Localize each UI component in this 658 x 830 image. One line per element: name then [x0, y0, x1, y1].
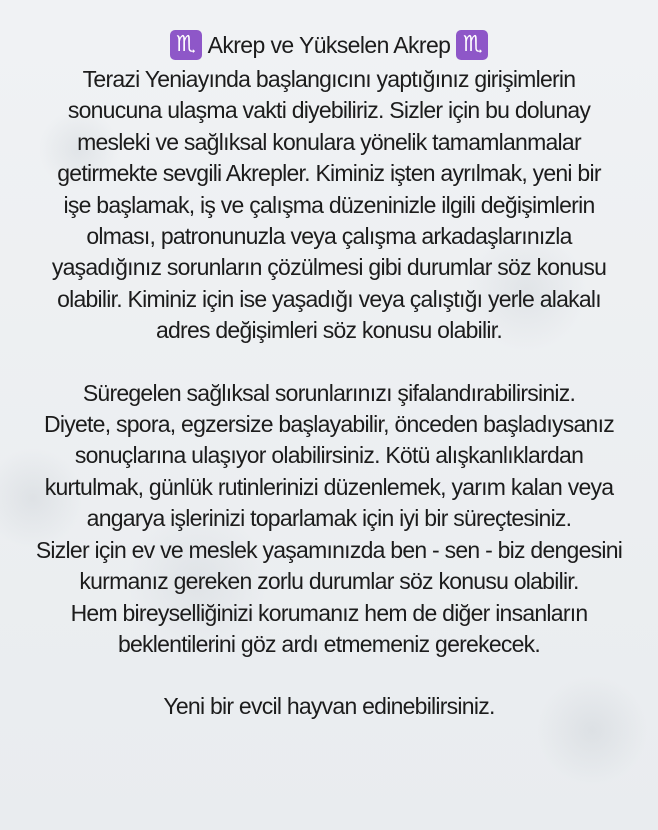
text-line: Süregelen sağlıksal sorunlarınızı şifalandırabilirsiniz.	[82, 379, 576, 406]
text-line: angarya işlerinizi toparlamak için iyi bir süreçtesiniz.	[86, 505, 572, 532]
text-line: getirmekte sevgili Akrepler. Kiminiz işten ayrılmak, yeni bir	[57, 160, 601, 187]
text-line: Yeni bir evcil hayvan edinebilirsiniz.	[163, 693, 495, 720]
post-title	[0, 28, 658, 62]
text-line: kurtulmak, günlük rutinlerinizi düzenlemek, yarım kalan veya	[44, 473, 614, 500]
text-line: Terazi Yeniayında başlangıcını yaptığınız girişimlerin	[82, 66, 576, 92]
text-line: kurmanız gereken zorlu durumlar söz konusu olabilir.	[79, 568, 579, 595]
paragraph-health	[0, 378, 658, 661]
text-line: Sizler için ev ve meslek yaşamınızda ben - sen - biz dengesini	[35, 536, 623, 563]
text-line: Hem bireyselliğinizi korumanız hem de diğer insanların	[70, 599, 588, 626]
paragraph-pet	[0, 691, 658, 722]
text-line: yaşadığınız sorunların çözülmesi gibi durumlar söz konusu	[51, 254, 607, 281]
text-line: mesleki ve sağlıksal konulara yönelik tamamlanmalar	[77, 128, 581, 155]
paragraph-spacer	[0, 660, 658, 691]
text-line: sonucuna ulaşma vakti diyebiliriz. Sizler için bu dolunay	[67, 97, 591, 124]
text-line: işe başlamak, iş ve çalışma düzeninizle ilgili değişimlerin	[63, 191, 595, 218]
scorpio-sign-icon: ♏	[170, 30, 202, 60]
text-line: olması, patronunuzla veya çalışma arkadaşlarınızla	[86, 223, 572, 250]
paragraph-spacer	[0, 347, 658, 378]
scorpio-sign-icon: ♏	[456, 30, 488, 60]
paragraph-career	[0, 64, 658, 347]
text-line: beklentilerini göz ardı etmemeniz gerekecek.	[117, 630, 541, 657]
text-line: olabilir. Kiminiz için ise yaşadığı veya çalıştığı yerle alakalı	[57, 285, 601, 312]
text-line: sonuçlarına ulaşıyor olabilirsiniz. Kötü alışkanlıklardan	[74, 442, 584, 469]
text-line: adres değişimleri söz konusu olabilir.	[155, 317, 503, 344]
post-title-text: Akrep ve Yükselen Akrep	[207, 32, 451, 58]
text-line: Diyete, spora, egzersize başlayabilir, önceden başladıysanız	[44, 411, 614, 438]
